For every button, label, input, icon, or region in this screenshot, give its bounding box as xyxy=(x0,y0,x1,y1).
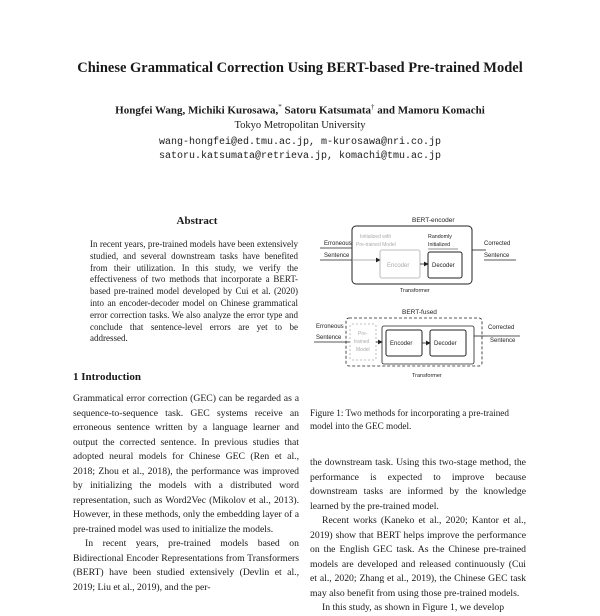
figure-1-diagram xyxy=(310,212,532,397)
email-line-2: satoru.katsumata@retrieva.jp, komachi@tmu.ac.jp xyxy=(158,151,442,162)
rand-label-2: Initialized xyxy=(428,242,451,248)
top-output-label-1: Corrected xyxy=(484,241,511,247)
bottom-decoder-label: Decoder xyxy=(434,341,457,347)
paragraph: the downstream task. Using this two-stage method, the performance is expected to improve because downstream tasks are informed by the knowledge learned by the pre-trained model. xyxy=(310,457,526,512)
bottom-output-label-1: Corrected xyxy=(488,325,515,331)
section-heading-introduction: 1 Introduction xyxy=(73,371,141,383)
pretrained-label-2: trained xyxy=(354,339,370,345)
introduction-body xyxy=(73,392,299,595)
top-encoder-label: Encoder xyxy=(387,263,410,269)
pretrained-label-1: Pre- xyxy=(358,331,368,337)
init-label-1: Initialized with xyxy=(360,234,392,240)
paragraph: Recent works (Kaneko et al., 2020; Kantor et al., 2019) show that BERT helps improve the performance on the English GEC task. As the Chinese pre-trained models are developed and released continuously (Cui et al., 2020; Zhang et al., 2019), the Chinese GEC task may also benefit from using those pre-trained models. xyxy=(310,515,526,599)
author-names-3: and Mamoru Komachi xyxy=(374,104,485,117)
pretrained-label-3: Model xyxy=(356,347,370,353)
author-names-1: Hongfei Wang, Michiki Kurosawa, xyxy=(115,104,279,117)
right-column-body xyxy=(310,456,526,616)
bottom-encoder-label: Encoder xyxy=(390,341,413,347)
paragraph: In this study, as shown in Figure 1, we develop xyxy=(322,602,505,613)
top-input-label-1: Erroneous xyxy=(324,241,352,247)
bottom-transformer-label: Transformer xyxy=(412,373,442,379)
top-input-label-2: Sentence xyxy=(324,253,350,259)
bottom-input-label-1: Erroneous xyxy=(316,324,344,330)
email-line-1: wang-hongfei@ed.tmu.ac.jp, m-kurosawa@nri.co.jp xyxy=(158,137,442,148)
author-list xyxy=(0,103,600,117)
top-transformer-label: Transformer xyxy=(400,288,430,294)
init-label-2: Pre-trained Model xyxy=(356,242,396,248)
bert-fused-label: BERT-fused xyxy=(402,309,437,316)
author-footnote-mark-1: * xyxy=(278,103,282,111)
bottom-output-label-2: Sentence xyxy=(490,338,516,344)
paragraph: Grammatical error correction (GEC) can be regarded as a sequence-to-sequence task. GEC systems receive an erroneous sentence written by a language learner and output the corrected sentence. In previous studies that adopted neural models for Chinese GEC (Ren et al., 2018; Zhou et al., 2018), the performance was improved by initializing the models with a distributed word representation, such as Word2Vec (Mikolov et al., 2013). However, in these methods, only the embedding layer of a pre-trained model was used to initialize the models. xyxy=(73,393,299,535)
abstract-text: In recent years, pre-trained models have been extensively studied, and several downstream tasks have benefited from their utilization. In this study, we verify the effectiveness of two methods that incorporate a BERT-based pre-trained model developed by Cui et al. (2020) into an encoder-decoder model on Chinese grammatical error correction tasks. We also analyze the error type and conclude that sentence-level errors are yet to be addressed. xyxy=(90,239,298,344)
top-output-label-2: Sentence xyxy=(484,253,510,259)
paper-title: Chinese Grammatical Correction Using BERT-based Pre-trained Model xyxy=(77,60,523,76)
paragraph: In recent years, pre-trained models based on Bidirectional Encoder Representations from Transformers (BERT) have been studied extensively (Devlin et al., 2019; Liu et al., 2019), and the per- xyxy=(73,538,299,593)
figure-1-caption: Figure 1: Two methods for incorporating a pre-trained model into the GEC model. xyxy=(310,408,509,431)
author-names-2: Satoru Katsumata xyxy=(281,104,371,117)
affiliation: Tokyo Metropolitan University xyxy=(234,120,366,131)
abstract-heading: Abstract xyxy=(176,215,218,227)
bert-encoder-label: BERT-encoder xyxy=(412,217,455,224)
top-decoder-label: Decoder xyxy=(432,263,455,269)
rand-label-1: Randomly xyxy=(428,234,452,240)
bottom-input-label-2: Sentence xyxy=(316,335,342,341)
author-footnote-mark-2: † xyxy=(371,103,375,111)
